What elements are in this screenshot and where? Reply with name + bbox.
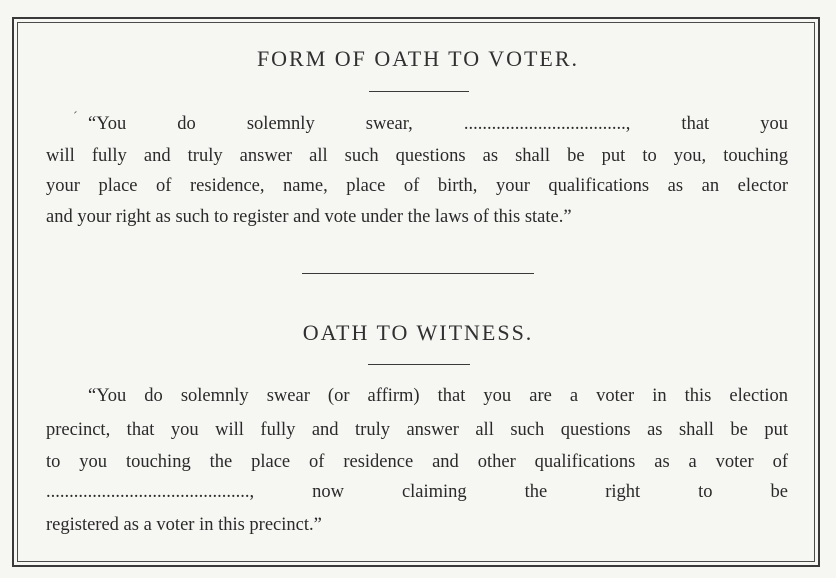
witness-oath-title: OATH TO WITNESS. xyxy=(302,320,534,345)
section-divider xyxy=(302,273,534,274)
voter-oath-line: will fully and truly answer all such questions as shall be put to you, touching xyxy=(46,146,788,166)
witness-oath-line: ............................................, now claiming the right to be xyxy=(46,482,788,502)
title-underline xyxy=(369,91,469,92)
pencil-mark: ´ xyxy=(73,110,78,125)
witness-oath-line: “You do solemnly swear (or affirm) that you are a voter in this election xyxy=(88,386,788,406)
title-underline xyxy=(368,364,470,365)
voter-oath-line: “You do solemnly swear, ..................................., that you xyxy=(88,114,788,134)
voter-oath-line: and your right as such to register and vote under the laws of this state.” xyxy=(46,207,572,227)
voter-oath-line: your place of residence, name, place of birth, your qualifications as an elector xyxy=(46,176,788,196)
witness-oath-line: registered as a voter in this precinct.” xyxy=(46,515,322,535)
witness-oath-line: to you touching the place of residence and other qualifications as a voter of xyxy=(46,452,788,472)
voter-oath-title: FORM OF OATH TO VOTER. xyxy=(256,46,580,71)
witness-oath-line: precinct, that you will fully and truly answer all such questions as shall be put xyxy=(46,420,788,440)
